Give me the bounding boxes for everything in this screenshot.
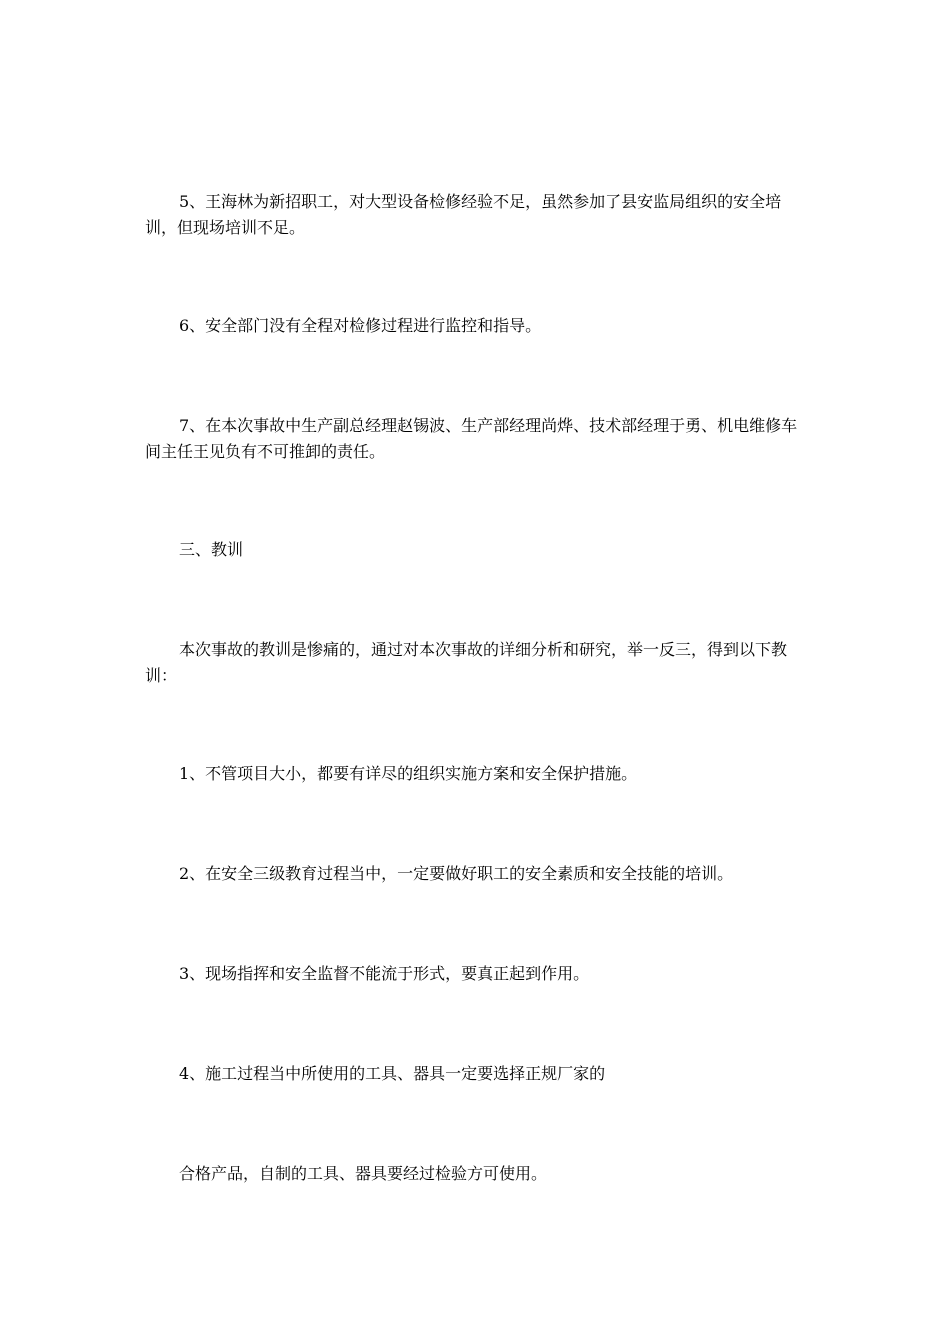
lesson-item-4: 4、施工过程当中所使用的工具、器具一定要选择正规厂家的 — [179, 1064, 606, 1083]
lesson-item-1: 1、不管项目大小，都要有详尽的组织实施方案和安全保护措施。 — [179, 764, 638, 783]
paragraph-item-6-no-monitoring: 6、安全部门没有全程对检修过程进行监控和指导。 — [179, 316, 542, 335]
paragraph-item-5-training-insufficient: 5、王海林为新招职工，对大型设备检修经验不足，虽然参加了县安监局组织的安全培训，但现场培训不足。 — [145, 192, 782, 237]
section-heading-lessons: 三、教训 — [179, 540, 244, 559]
paragraph-item-7-responsibility: 7、在本次事故中生产副总经理赵锡波、生产部经理尚烨、技术部经理于勇、机电维修车间主任王见负有不可推卸的责任。 — [145, 416, 798, 461]
lesson-item-4-continued: 合格产品，自制的工具、器具要经过检验方可使用。 — [179, 1164, 548, 1183]
lesson-item-3: 3、现场指挥和安全监督不能流于形式，要真正起到作用。 — [179, 964, 590, 983]
lesson-item-2: 2、在安全三级教育过程当中，一定要做好职工的安全素质和安全技能的培训。 — [179, 864, 734, 883]
paragraph-lessons-intro: 本次事故的教训是惨痛的，通过对本次事故的详细分析和研究，举一反三，得到以下教训： — [145, 640, 788, 685]
